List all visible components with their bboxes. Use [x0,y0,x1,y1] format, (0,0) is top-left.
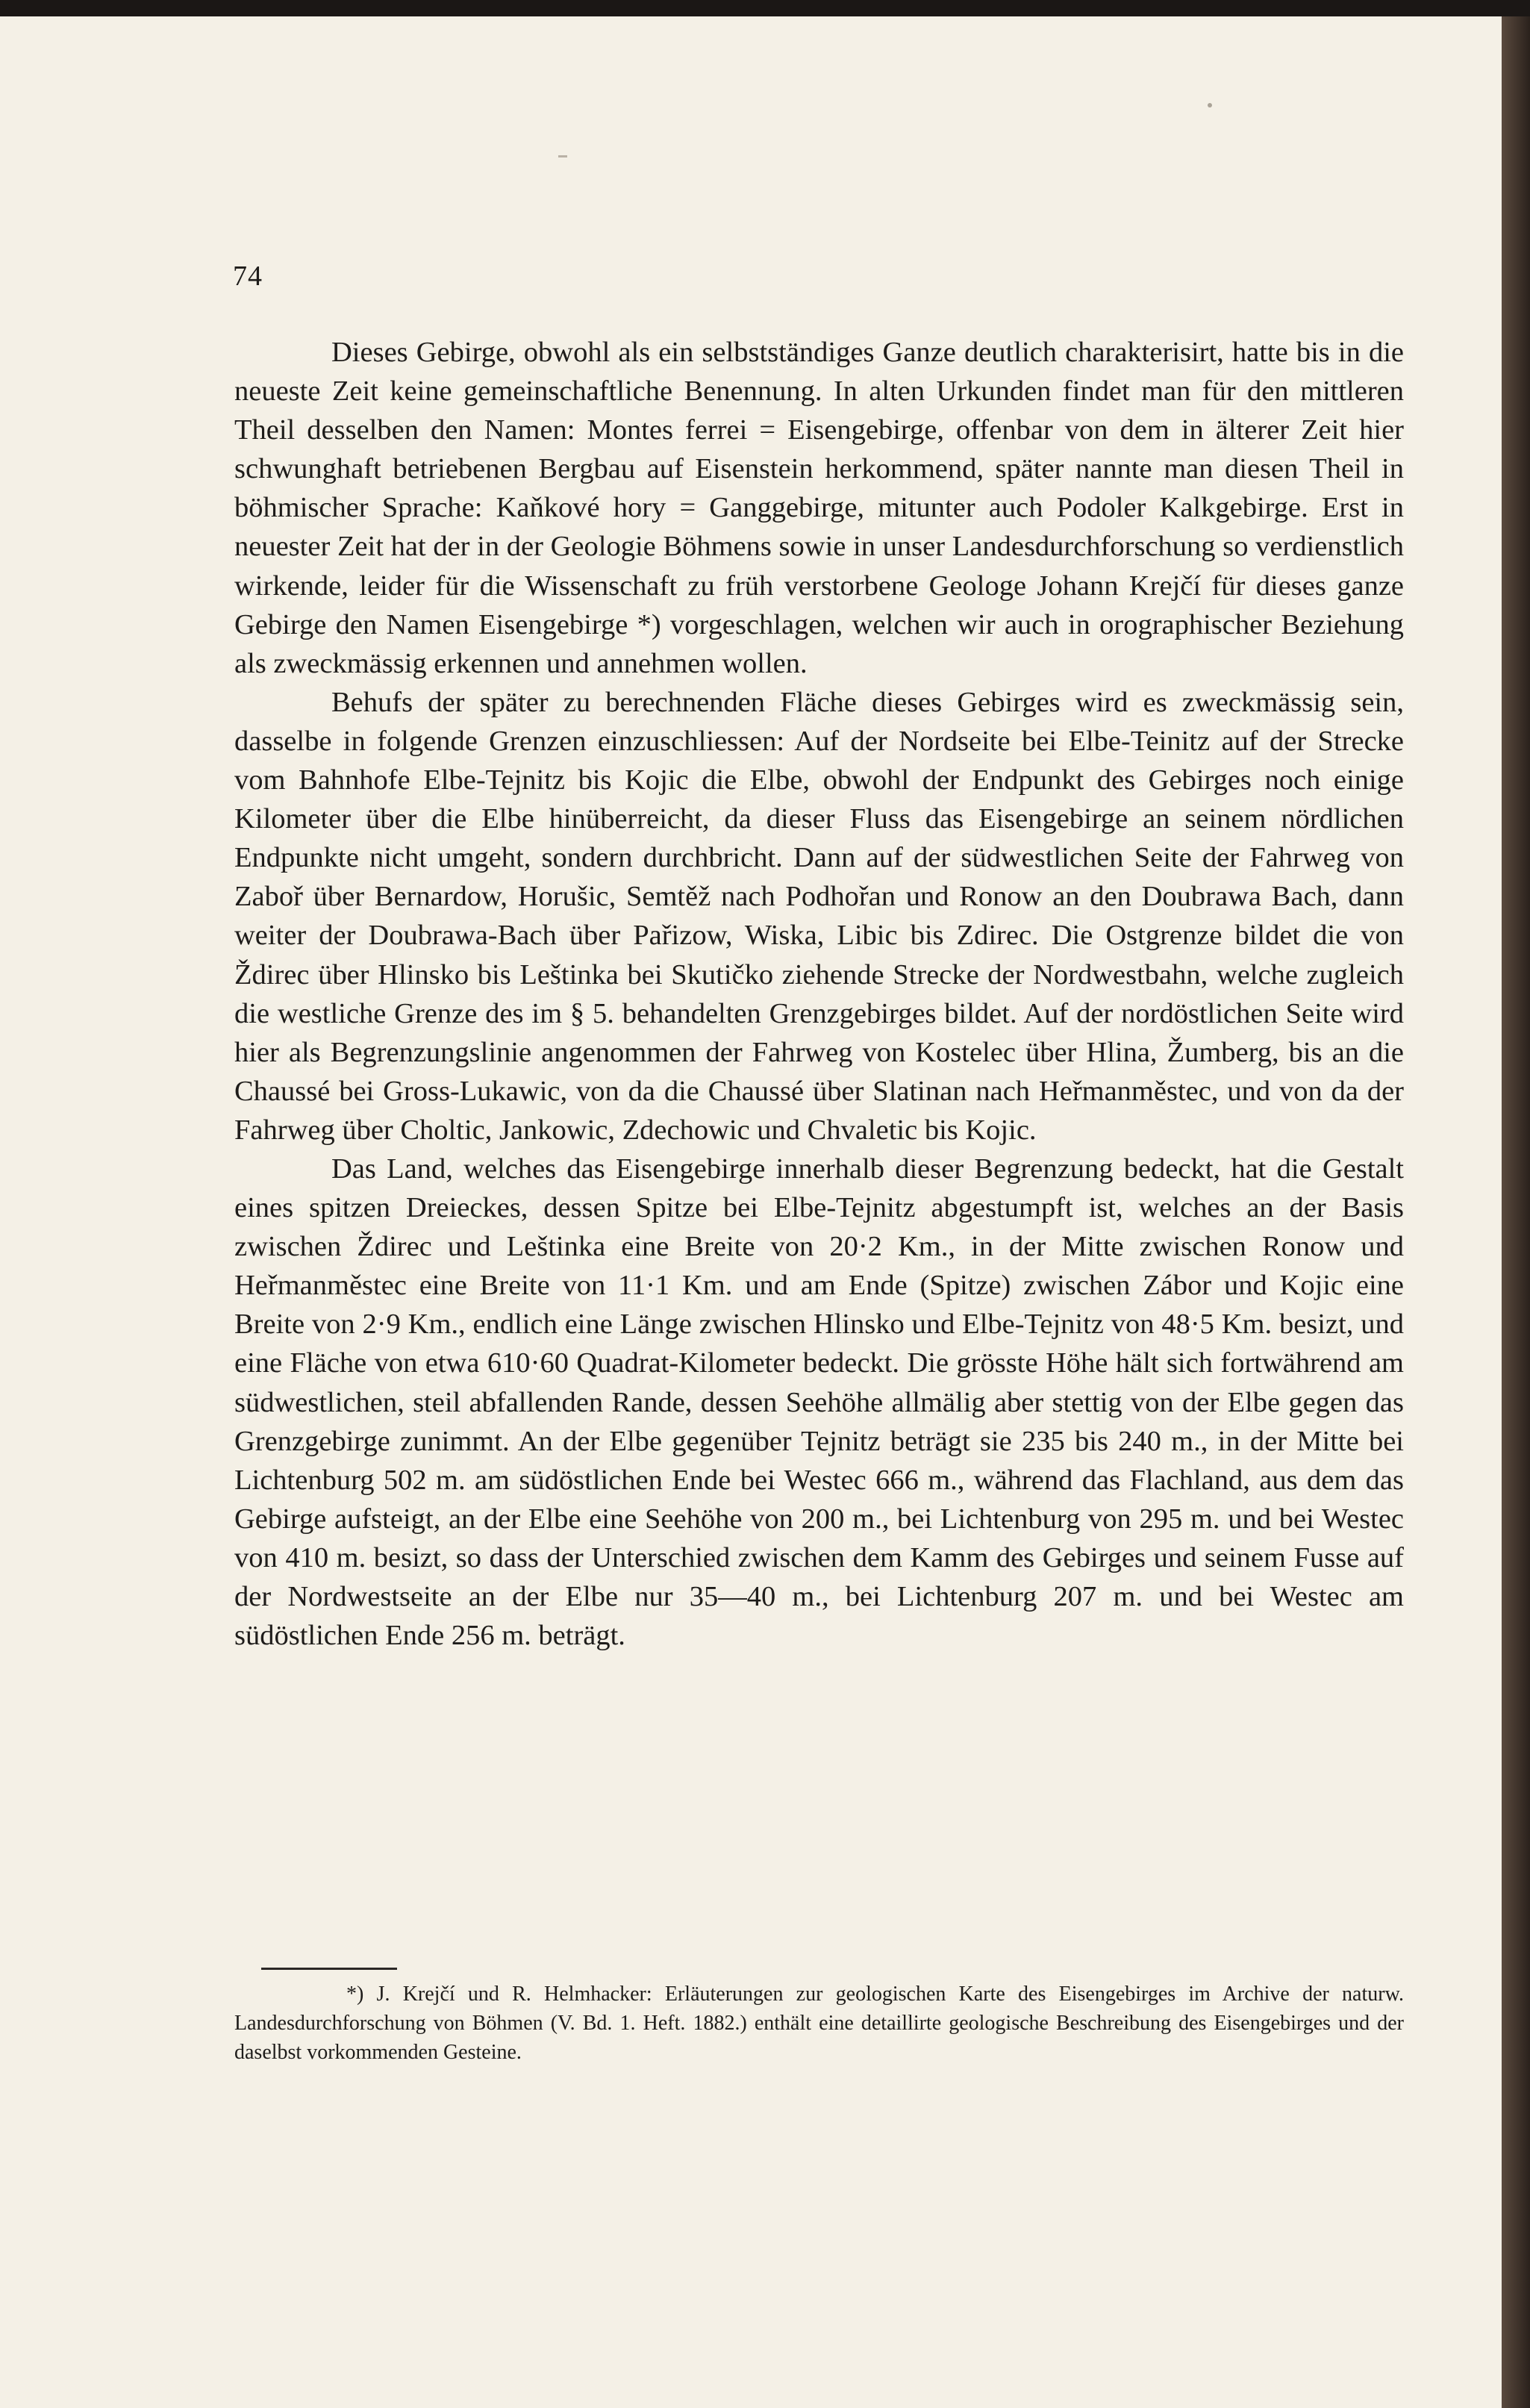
page-number: 74 [233,261,263,292]
paragraph: Behufs der später zu berechnenden Fläche dieses Gebirges wird es zweckmässig sein, dasselbe in folgende Grenzen einzuschliessen: Auf der Nordseite bei Elbe-Teinitz auf der Strecke vom Bahnhofe Elbe-Tejnitz bis Kojic die Elbe, obwohl der Endpunkt des Gebirges noch einige Kilometer über die Elbe hinüberreicht, da dieser Fluss das Eisengebirge an seinem nördlichen Endpunkte nicht umgeht, sondern durchbricht. Dann auf der südwestlichen Seite der Fahrweg von Zaboř über Bernardow, Horušic, Semtěž nach Podhořan und Ronow an den Doubrawa Bach, dann weiter der Doubrawa-Bach über Pařizow, Wiska, Libic bis Zdirec. Die Ostgrenze bildet die von Ždirec über Hlinsko bis Leštinka bei Skutičko ziehende Strecke der Nordwestbahn, welche zugleich die westliche Grenze des im § 5. behandelten Grenzgebirges bildet. Auf der nordöstlichen Seite wird hier als Begrenzungslinie angenommen der Fahrweg von Kostelec über Hlina, Žumberg, bis an die Chaussé bei Gross-Lukawic, von da die Chaussé über Slatinan nach Heřmanměstec, und von da der Fahrweg über Choltic, Jankowic, Zdechowic und Chvaletic bis Kojic. [234,686,1404,1146]
footnote-rule [261,1968,397,1970]
footnote-text: *) J. Krejčí und R. Helmhacker: Erläuterungen zur geologischen Karte des Eisengebirges im Archive der naturw. Landesdurchforschung von Böhmen (V. Bd. 1. Heft. 1882.) enthält eine detaillirte geologische Beschreibung des Eisengebirges und der daselbst vorkommenden Gesteine. [234,1983,1404,2064]
scan-top-edge [0,0,1530,16]
body-text [234,333,1404,1655]
paragraph: Dieses Gebirge, obwohl als ein selbstständiges Ganze deutlich charakterisirt, hatte bis in die neueste Zeit keine gemeinschaftliche Benennung. In alten Urkunden findet man für den mittleren Theil desselben den Namen: Montes ferrei = Eisengebirge, offenbar von dem in älterer Zeit hier schwunghaft betriebenen Bergbau auf Eisenstein herkommend, später nannte man diesen Theil in böhmischer Sprache: Kaňkové hory = Ganggebirge, mitunter auch Podoler Kalkgebirge. Erst in neuester Zeit hat der in der Geologie Böhmens sowie in unser Landesdurchforschung so verdienstlich wirkende, leider für die Wissenschaft zu früh verstorbene Geologe Johann Krejčí für dieses ganze Gebirge den Namen Eisengebirge *) vorgeschlagen, welchen wir auch in orographischer Beziehung als zweckmässig erkennen und annehmen wollen. [234,337,1404,679]
page [0,16,1502,2408]
scan-dot [1208,103,1212,107]
footnote [234,1980,1404,2067]
scan-right-edge [1502,16,1530,2408]
scan-speck [558,155,567,157]
paragraph: Das Land, welches das Eisengebirge innerhalb dieser Begrenzung bedeckt, hat die Gestalt eines spitzen Dreieckes, dessen Spitze bei Elbe-Tejnitz abgestumpft ist, welches an der Basis zwischen Ždirec und Leštinka eine Breite von 20·2 Km., in der Mitte zwischen Ronow und Heřmanměstec eine Breite von 11·1 Km. und am Ende (Spitze) zwischen Zábor und Kojic eine Breite von 2·9 Km., endlich eine Länge zwischen Hlinsko und Elbe-Tejnitz von 48·5 Km. besizt, und eine Fläche von etwa 610·60 Quadrat-Kilometer bedeckt. Die grösste Höhe hält sich fortwährend am südwestlichen, steil abfallenden Rande, dessen Seehöhe allmälig aber stettig von der Elbe gegen das Grenzgebirge zunimmt. An der Elbe gegenüber Tejnitz beträgt sie 235 bis 240 m., in der Mitte bei Lichtenburg 502 m. am südöstlichen Ende bei Westec 666 m., während das Flachland, aus dem das Gebirge aufsteigt, an der Elbe eine Seehöhe von 200 m., bei Lichtenburg von 295 m. und bei Westec von 410 m. besizt, so dass der Unterschied zwischen dem Kamm des Gebirges und seinem Fusse auf der Nordwestseite an der Elbe nur 35—40 m., bei Lichtenburg 207 m. und bei Westec am südöstlichen Ende 256 m. beträgt. [234,1152,1404,1652]
